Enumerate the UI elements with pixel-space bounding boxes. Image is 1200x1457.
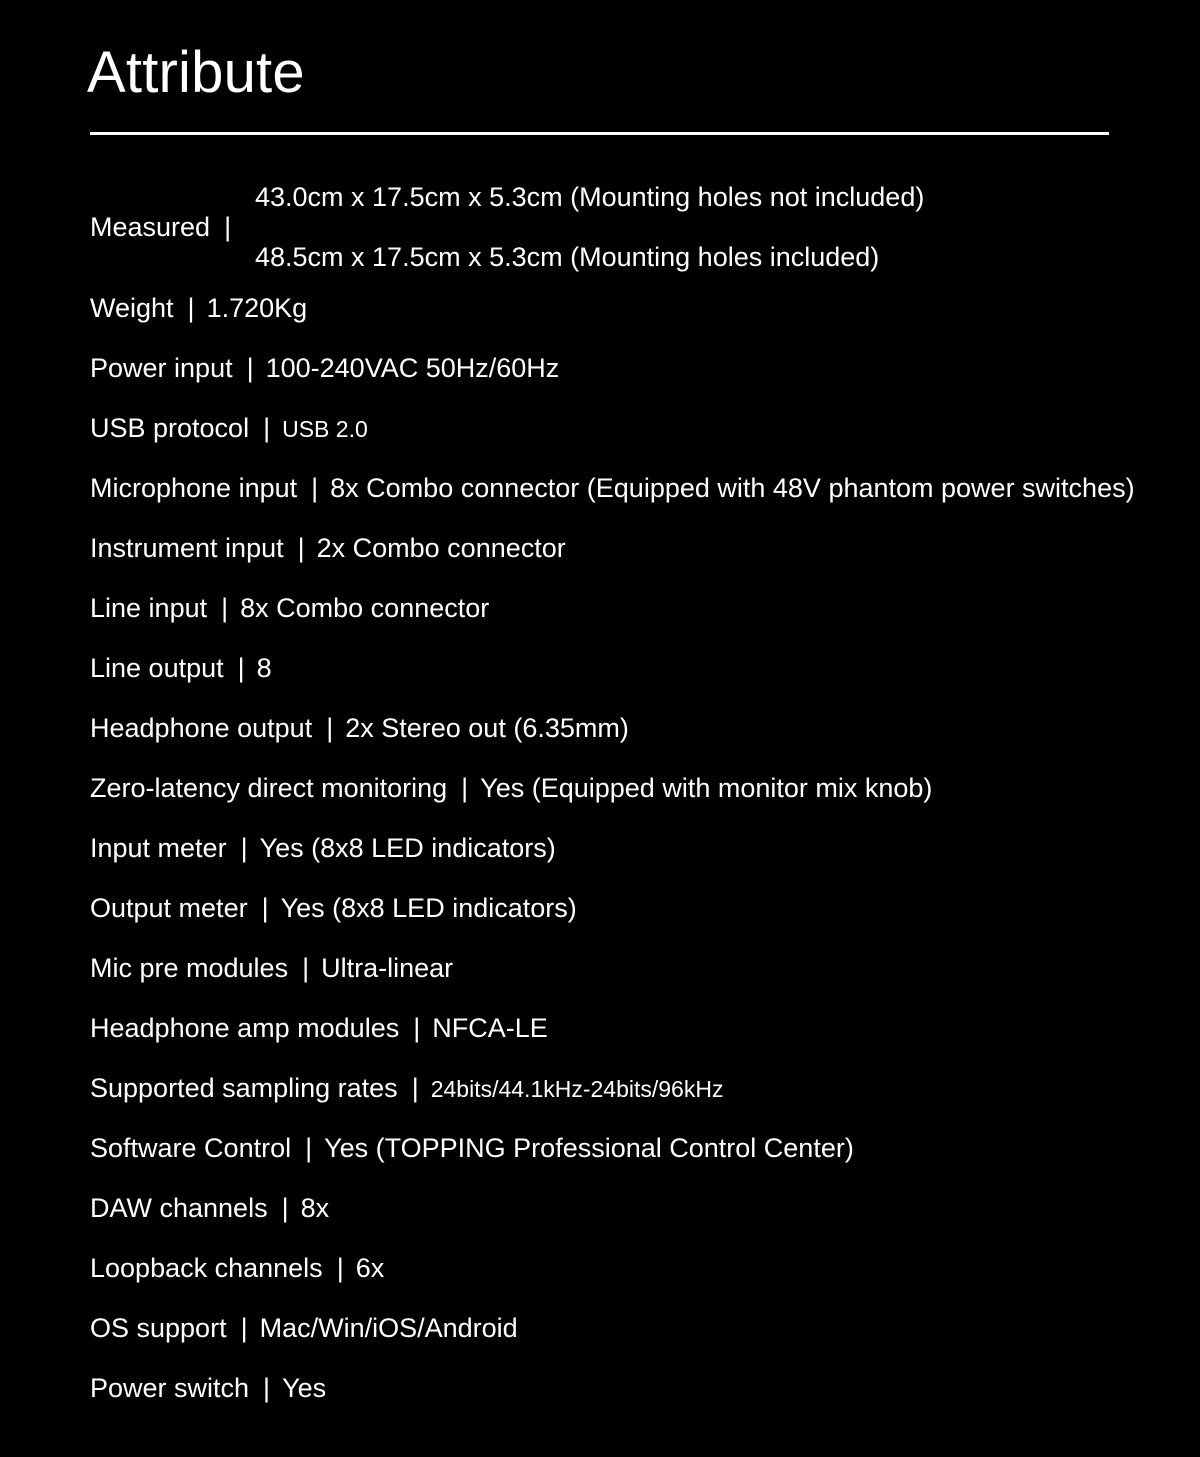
spec-row-power-switch: Power switch | Yes	[90, 1373, 327, 1403]
spec-value: 8x	[300, 1193, 330, 1223]
spec-value: 8x Combo connector (Equipped with 48V phantom power switches)	[330, 473, 1135, 503]
spec-label: Output meter	[90, 893, 248, 923]
spec-label: Line output	[90, 653, 224, 683]
spec-row-output-meter: Output meter | Yes (8x8 LED indicators)	[90, 893, 577, 923]
spec-row-headphone-output: Headphone output | 2x Stereo out (6.35mm)	[90, 713, 629, 743]
spec-value: 6x	[355, 1253, 385, 1283]
spec-value: Mac/Win/iOS/Android	[259, 1313, 518, 1343]
spec-row-os-support: OS support | Mac/Win/iOS/Android	[90, 1313, 518, 1343]
spec-row-instrument-input: Instrument input | 2x Combo connector	[90, 533, 566, 563]
spec-value: 8	[256, 653, 272, 683]
spec-value: Yes (Equipped with monitor mix knob)	[480, 773, 933, 803]
spec-value: USB 2.0	[282, 416, 368, 442]
spec-row-software-control: Software Control | Yes (TOPPING Professional Control Center)	[90, 1133, 854, 1163]
spec-label: Headphone amp modules	[90, 1013, 400, 1043]
spec-row-mic-pre-modules: Mic pre modules | Ultra-linear	[90, 953, 454, 983]
spec-value: Yes (8x8 LED indicators)	[280, 893, 577, 923]
spec-row-headphone-amp-modules: Headphone amp modules | NFCA-LE	[90, 1013, 548, 1043]
spec-label: Supported sampling rates	[90, 1073, 398, 1103]
spec-row-line-output: Line output | 8	[90, 653, 272, 683]
spec-label: Loopback channels	[90, 1253, 323, 1283]
spec-row-microphone-input: Microphone input | 8x Combo connector (Equipped with 48V phantom power switches)	[90, 473, 1135, 503]
spec-row-sampling-rates: Supported sampling rates | 24bits/44.1kHz-24bits/96kHz	[90, 1073, 724, 1103]
spec-label: Software Control	[90, 1133, 292, 1163]
spec-label-measured: Measured |	[90, 212, 232, 242]
spec-row-line-input: Line input | 8x Combo connector	[90, 593, 490, 623]
spec-value: Yes (8x8 LED indicators)	[259, 833, 556, 863]
spec-value: 24bits/44.1kHz-24bits/96kHz	[430, 1076, 724, 1102]
spec-value: 2x Stereo out (6.35mm)	[345, 713, 629, 743]
spec-value: Yes (TOPPING Professional Control Center)	[324, 1133, 854, 1163]
spec-label: DAW channels	[90, 1193, 268, 1223]
spec-value-measured-with-holes: 48.5cm x 17.5cm x 5.3cm (Mounting holes included)	[255, 242, 880, 272]
spec-row-daw-channels: DAW channels | 8x	[90, 1193, 330, 1223]
spec-label: Line input	[90, 593, 208, 623]
spec-value: 100-240VAC 50Hz/60Hz	[265, 353, 560, 383]
spec-label: Zero-latency direct monitoring	[90, 773, 448, 803]
spec-value: 1.720Kg	[206, 293, 308, 323]
spec-value: 2x Combo connector	[316, 533, 566, 563]
spec-label: Microphone input	[90, 473, 298, 503]
page-title: Attribute	[87, 40, 305, 105]
spec-label: Input meter	[90, 833, 227, 863]
spec-label: Mic pre modules	[90, 953, 289, 983]
spec-row-weight: Weight | 1.720Kg	[90, 293, 308, 323]
spec-row-input-meter: Input meter | Yes (8x8 LED indicators)	[90, 833, 556, 863]
spec-label: Power switch	[90, 1373, 250, 1403]
spec-label: Instrument input	[90, 533, 284, 563]
spec-label: OS support	[90, 1313, 227, 1343]
spec-row-loopback-channels: Loopback channels | 6x	[90, 1253, 385, 1283]
spec-label: USB protocol	[90, 413, 250, 443]
title-divider	[90, 132, 1109, 135]
spec-value: 8x Combo connector	[240, 593, 490, 623]
spec-value: Yes	[282, 1373, 327, 1403]
spec-row-usb-protocol: USB protocol | USB 2.0	[90, 413, 368, 443]
spec-row-measured	[90, 178, 1190, 278]
spec-label: Weight	[90, 293, 174, 323]
spec-value-measured-without-holes: 43.0cm x 17.5cm x 5.3cm (Mounting holes not included)	[255, 182, 925, 212]
spec-value: Ultra-linear	[321, 953, 454, 983]
spec-value: NFCA-LE	[432, 1013, 548, 1043]
spec-row-power-input: Power input | 100-240VAC 50Hz/60Hz	[90, 353, 560, 383]
spec-label: Headphone output	[90, 713, 313, 743]
spec-row-direct-monitoring: Zero-latency direct monitoring | Yes (Equipped with monitor mix knob)	[90, 773, 933, 803]
spec-label: Power input	[90, 353, 233, 383]
